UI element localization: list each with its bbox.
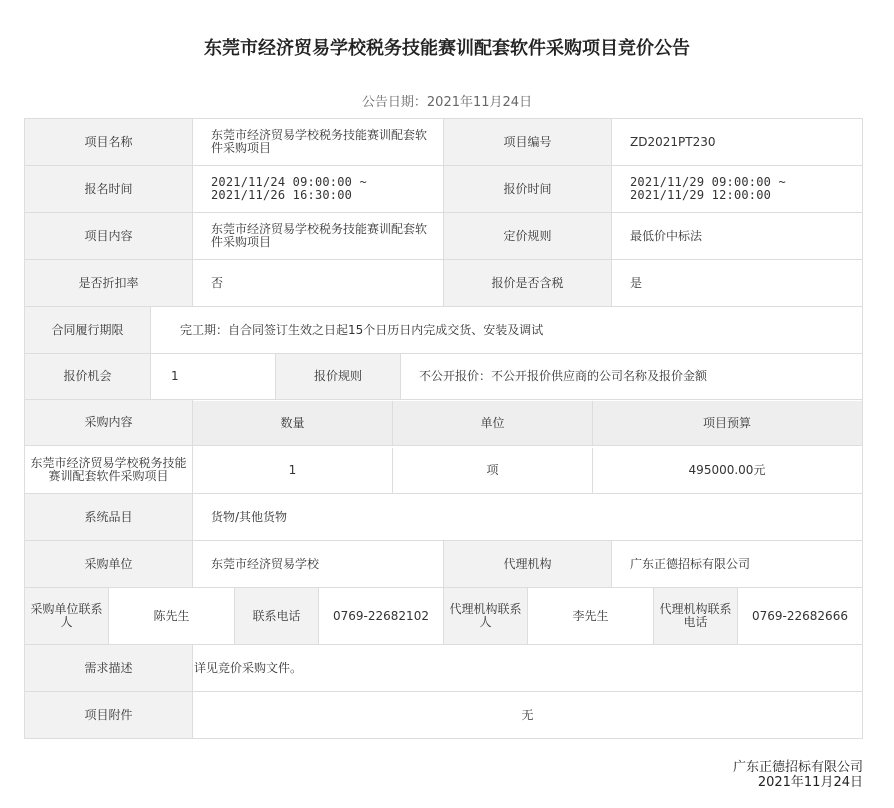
attachment-label: 项目附件 [25, 692, 193, 738]
tax-value: 是 [612, 260, 862, 306]
contract-period-label: 合同履行期限 [25, 307, 151, 353]
quote-rule-label: 报价规则 [276, 354, 401, 399]
purchase-content-label: 采购内容 [25, 400, 193, 445]
publish-date: 公告日期：2021年11月24日 [361, 95, 533, 110]
quantity-header: 数量 [193, 401, 393, 445]
category-label: 系统品目 [25, 494, 193, 540]
purchase-item-row [25, 446, 862, 494]
project-name-value: 东莞市经济贸易学校税务技能赛训配套软件采购项目 [193, 119, 444, 165]
table-row [25, 307, 862, 354]
unit-value: 项 [393, 448, 593, 493]
requirement-value: 详见竞价采购文件。 [193, 645, 862, 691]
project-content-value: 东莞市经济贸易学校税务技能赛训配套软件采购项目 [193, 213, 444, 259]
agency-contact-label: 代理机构联系人 [444, 588, 528, 644]
buyer-phone-label: 联系电话 [235, 588, 319, 644]
table-row [25, 354, 862, 400]
tax-label: 报价是否含税 [444, 260, 612, 306]
quote-chances-value: 1 [151, 354, 276, 399]
table-row [25, 260, 862, 307]
table-row [25, 166, 862, 213]
buyer-value: 东莞市经济贸易学校 [193, 541, 444, 587]
agency-phone-value: 0769-22682666 [738, 588, 862, 644]
quote-time-start: 2021/11/29 09:00:00 ~ [630, 175, 786, 189]
signup-time-start: 2021/11/24 09:00:00 ~ [211, 175, 367, 189]
quote-time-value [612, 166, 862, 212]
table-row [25, 494, 862, 541]
signup-time-end: 2021/11/26 16:30:00 [211, 188, 353, 202]
quote-time-label: 报价时间 [444, 166, 612, 212]
quote-chances-label: 报价机会 [25, 354, 151, 399]
discount-label: 是否折扣率 [25, 260, 193, 306]
pricing-rule-value: 最低价中标法 [612, 213, 862, 259]
category-value: 货物/其他货物 [193, 494, 862, 540]
buyer-contact-value: 陈先生 [109, 588, 235, 644]
agency-phone-label: 代理机构联系电话 [654, 588, 738, 644]
announcement-table [24, 118, 863, 739]
budget-value: 495000.00元 [688, 463, 766, 477]
signature-date: 2021年11月24日 [757, 775, 863, 790]
purchase-item-grid [193, 446, 862, 493]
quote-rule-value: 不公开报价：不公开报价供应商的公司名称及报价金额 [401, 354, 862, 399]
unit-header: 单位 [393, 401, 593, 445]
project-no-label: 项目编号 [444, 119, 612, 165]
table-row [25, 692, 862, 739]
budget-header: 项目预算 [593, 401, 861, 445]
signature [733, 760, 863, 790]
discount-value: 否 [193, 260, 444, 306]
purchase-item-name: 东莞市经济贸易学校税务技能赛训配套软件采购项目 [25, 446, 193, 493]
table-row [25, 588, 862, 645]
buyer-contact-label: 采购单位联系人 [25, 588, 109, 644]
signup-time-label: 报名时间 [25, 166, 193, 212]
project-name-label: 项目名称 [25, 119, 193, 165]
table-row [25, 119, 862, 166]
agency-label: 代理机构 [444, 541, 612, 587]
attachment-value: 无 [193, 692, 862, 738]
project-content-label: 项目内容 [25, 213, 193, 259]
purchase-header-row [25, 400, 862, 446]
project-no-value: ZD2021PT230 [612, 119, 862, 165]
table-row [25, 541, 862, 588]
requirement-label: 需求描述 [25, 645, 193, 691]
agency-contact-value: 李先生 [528, 588, 654, 644]
contract-period-value: 完工期：自合同签订生效之日起15个日历日内完成交货、安装及调试 [151, 307, 862, 353]
buyer-phone-value: 0769-22682102 [319, 588, 444, 644]
purchase-header-grid [193, 400, 862, 445]
signature-company: 广东正德招标有限公司 [732, 760, 863, 775]
quantity-value: 1 [193, 448, 393, 493]
table-row [25, 213, 862, 260]
page-title: 东莞市经济贸易学校税务技能赛训配套软件采购项目竞价公告 [204, 38, 690, 59]
buyer-label: 采购单位 [25, 541, 193, 587]
quote-time-end: 2021/11/29 12:00:00 [630, 188, 772, 202]
pricing-rule-label: 定价规则 [444, 213, 612, 259]
table-row [25, 645, 862, 692]
agency-value: 广东正德招标有限公司 [612, 541, 862, 587]
signup-time-value [193, 166, 444, 212]
